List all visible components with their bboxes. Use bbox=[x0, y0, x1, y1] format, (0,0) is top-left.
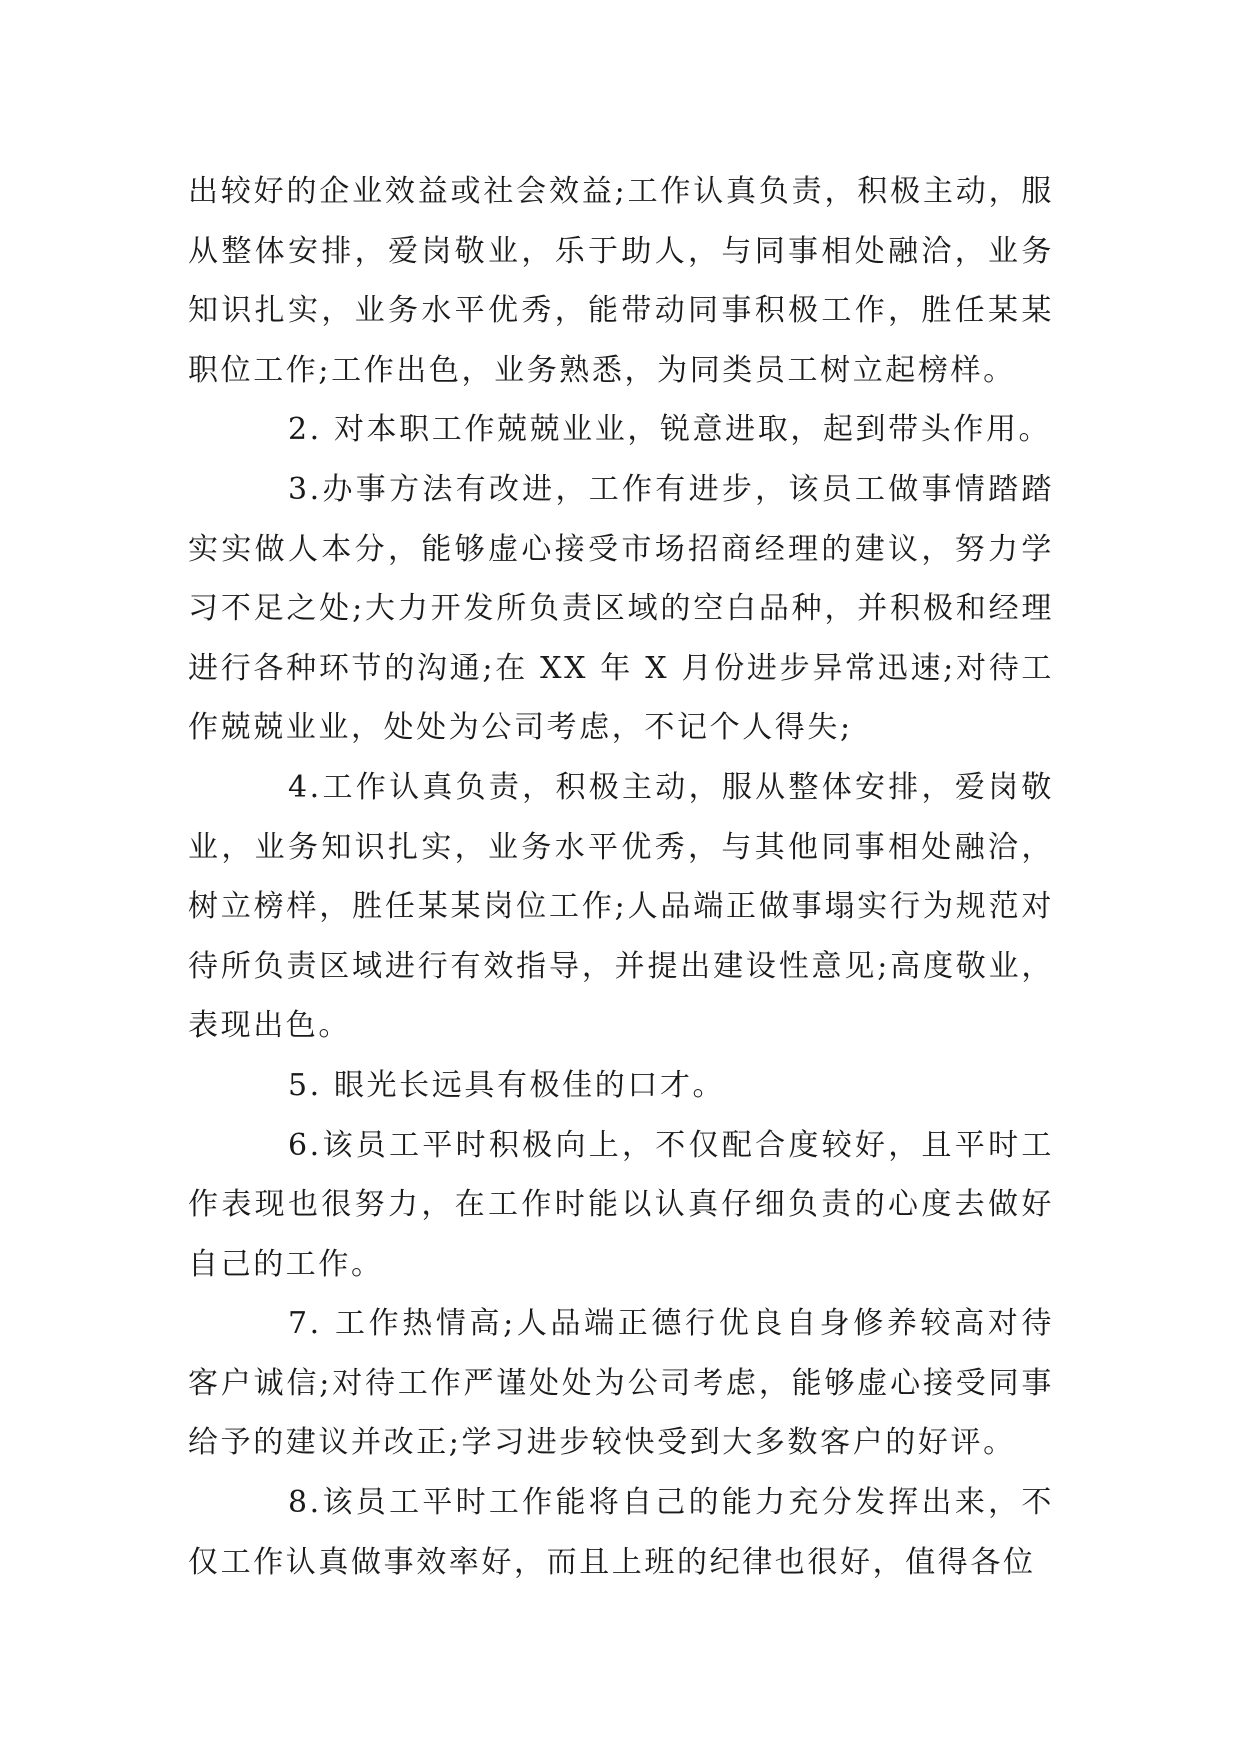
paragraph-item-7: 7. 工作热情高;人品端正德行优良自身修养较高对待客户诚信;对待工作严谨处处为公司考虑，能够虚心接受同事给予的建议并改正;学习进步较快受到大多数客户的好评。 bbox=[188, 1306, 1054, 1461]
paragraph-item-6: 6.该员工平时积极向上，不仅配合度较好，且平时工作表现也很努力，在工作时能以认真仔细负责的心度去做好自己的工作。 bbox=[188, 1127, 1054, 1282]
paragraph-item-4: 4.工作认真负责，积极主动，服从整体安排，爱岗敬业，业务知识扎实，业务水平优秀，与其他同事相处融洽，树立榜样，胜任某某岗位工作;人品端正做事塌实行为规范对待所负责区域进行有效指导，并提出建设性意见;高度敬业，表现出色。 bbox=[188, 769, 1054, 1044]
document-body bbox=[188, 162, 1054, 1592]
paragraph-item-3: 3.办事方法有改进，工作有进步，该员工做事情踏踏实实做人本分，能够虚心接受市场招商经理的建议，努力学习不足之处;大力开发所负责区域的空白品种，并积极和经理进行各种环节的沟通;在 XX 年 X 月份进步异常迅速;对待工作兢兢业业，处处为公司考虑，不记个人得失; bbox=[188, 471, 1054, 746]
paragraph-item-8: 8.该员工平时工作能将自己的能力充分发挥出来，不仅工作认真做事效率好，而且上班的纪律也很好，值得各位 bbox=[188, 1485, 1054, 1580]
paragraph-continuation: 出较好的企业效益或社会效益;工作认真负责，积极主动，服从整体安排，爱岗敬业，乐于助人，与同事相处融洽，业务知识扎实，业务水平优秀，能带动同事积极工作，胜任某某职位工作;工作出色，业务熟悉，为同类员工树立起榜样。 bbox=[188, 174, 1054, 388]
paragraph-item-2: 2. 对本职工作兢兢业业，锐意进取，起到带头作用。 bbox=[288, 412, 1052, 448]
paragraph-item-5: 5. 眼光长远具有极佳的口才。 bbox=[288, 1067, 726, 1103]
